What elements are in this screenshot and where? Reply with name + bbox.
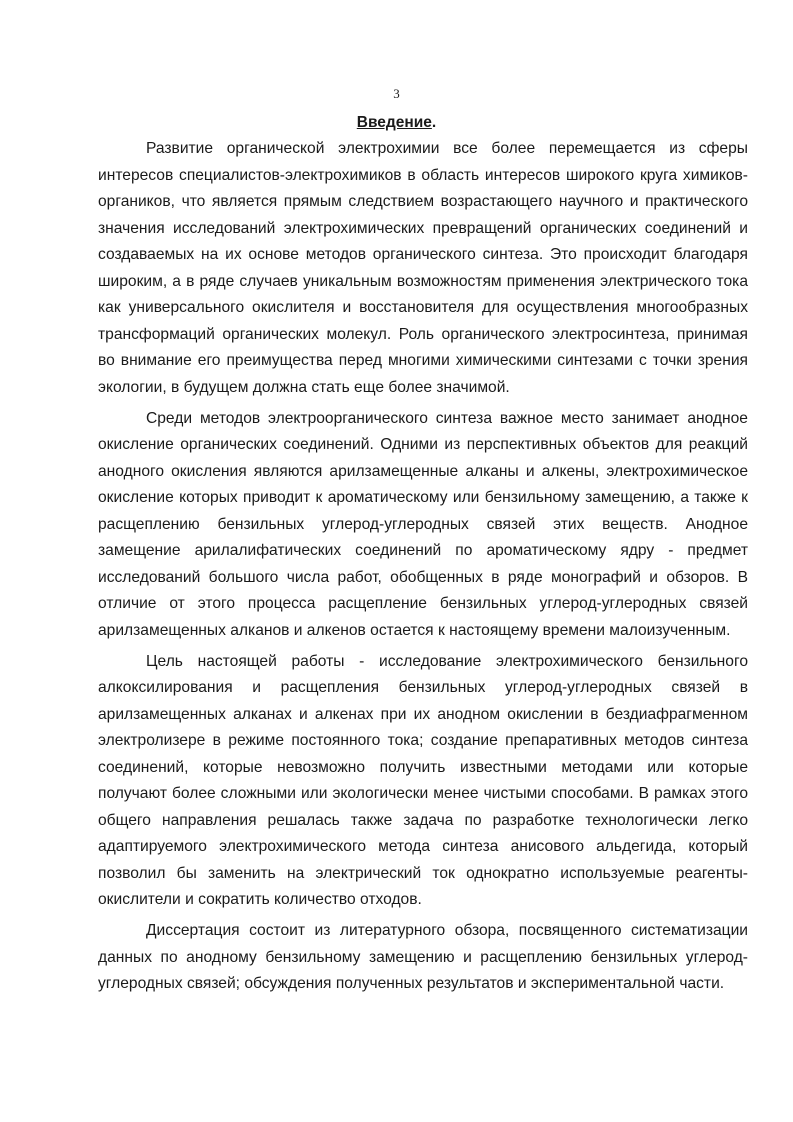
section-title [0, 114, 793, 132]
paragraph-1: Развитие органической электрохимии все более перемещается из сферы интересов специалистов-электрохимиков в область интересов широкого круга химиков-органиков, что является прямым следствием возрастающего научного и практического значения исследований электрохимических превращений органических соединений и создаваемых на их основе методов органического синтеза. Это происходит благодаря широким, а в ряде случаев уникальным возможностям применения электрического тока как универсального окислителя и восстановителя для осуществления многообразных трансформаций органических молекул. Роль органического электросинтеза, принимая во внимание его преимущества перед многими химическими синтезами с точки зрения экологии, в будущем должна стать еще более значимой. [98, 140, 748, 396]
paragraph-2: Среди методов электроорганического синтеза важное место занимает анодное окисление органических соединений. Одними из перспективных объектов для реакций анодного окисления являются арилзамещенные алканы и алкены, электрохимическое окисление которых приводит к ароматическому или бензильному замещению, а также к расщеплению бензильных углерод-углеродных связей этих веществ. Анодное замещение арилалифатических соединений по ароматическому ядру - предмет исследований большого числа работ, обобщенных в ряде монографий и обзоров. В отличие от этого процесса расщепление бензильных углерод-углеродных связей арилзамещенных алканов и алкенов остается к настоящему времени малоизученным. [98, 409, 748, 639]
paragraph-4: Диссертация состоит из литературного обзора, посвященного систематизации данных по анодному бензильному замещению и расщеплению бензильных углерод-углеродных связей; обсуждения полученных результатов и экспериментальной части. [98, 922, 748, 992]
section-title-period: . [431, 114, 437, 131]
body-text [98, 136, 748, 1002]
page-number: 3 [393, 86, 400, 101]
paragraph-3: Цель настоящей работы - исследование электрохимического бензильного алкоксилирования и расщепления бензильных углерод-углеродных связей в арилзамещенных алканах и алкенах при их анодном окислении в бездиафрагменном электролизере в режиме постоянного тока; создание препаративных методов синтеза соединений, которые невозможно получить известными методами или которые получают более сложными или экологически менее чистыми способами. В рамках этого общего направления решалась также задача по разработке технологически легко адаптируемого электрохимического метода синтеза анисового альдегида, который позволил бы заменить на электрический ток однократно используемые реагенты-окислители и сократить количество отходов. [98, 652, 748, 908]
section-title-text: Введение [356, 114, 432, 131]
